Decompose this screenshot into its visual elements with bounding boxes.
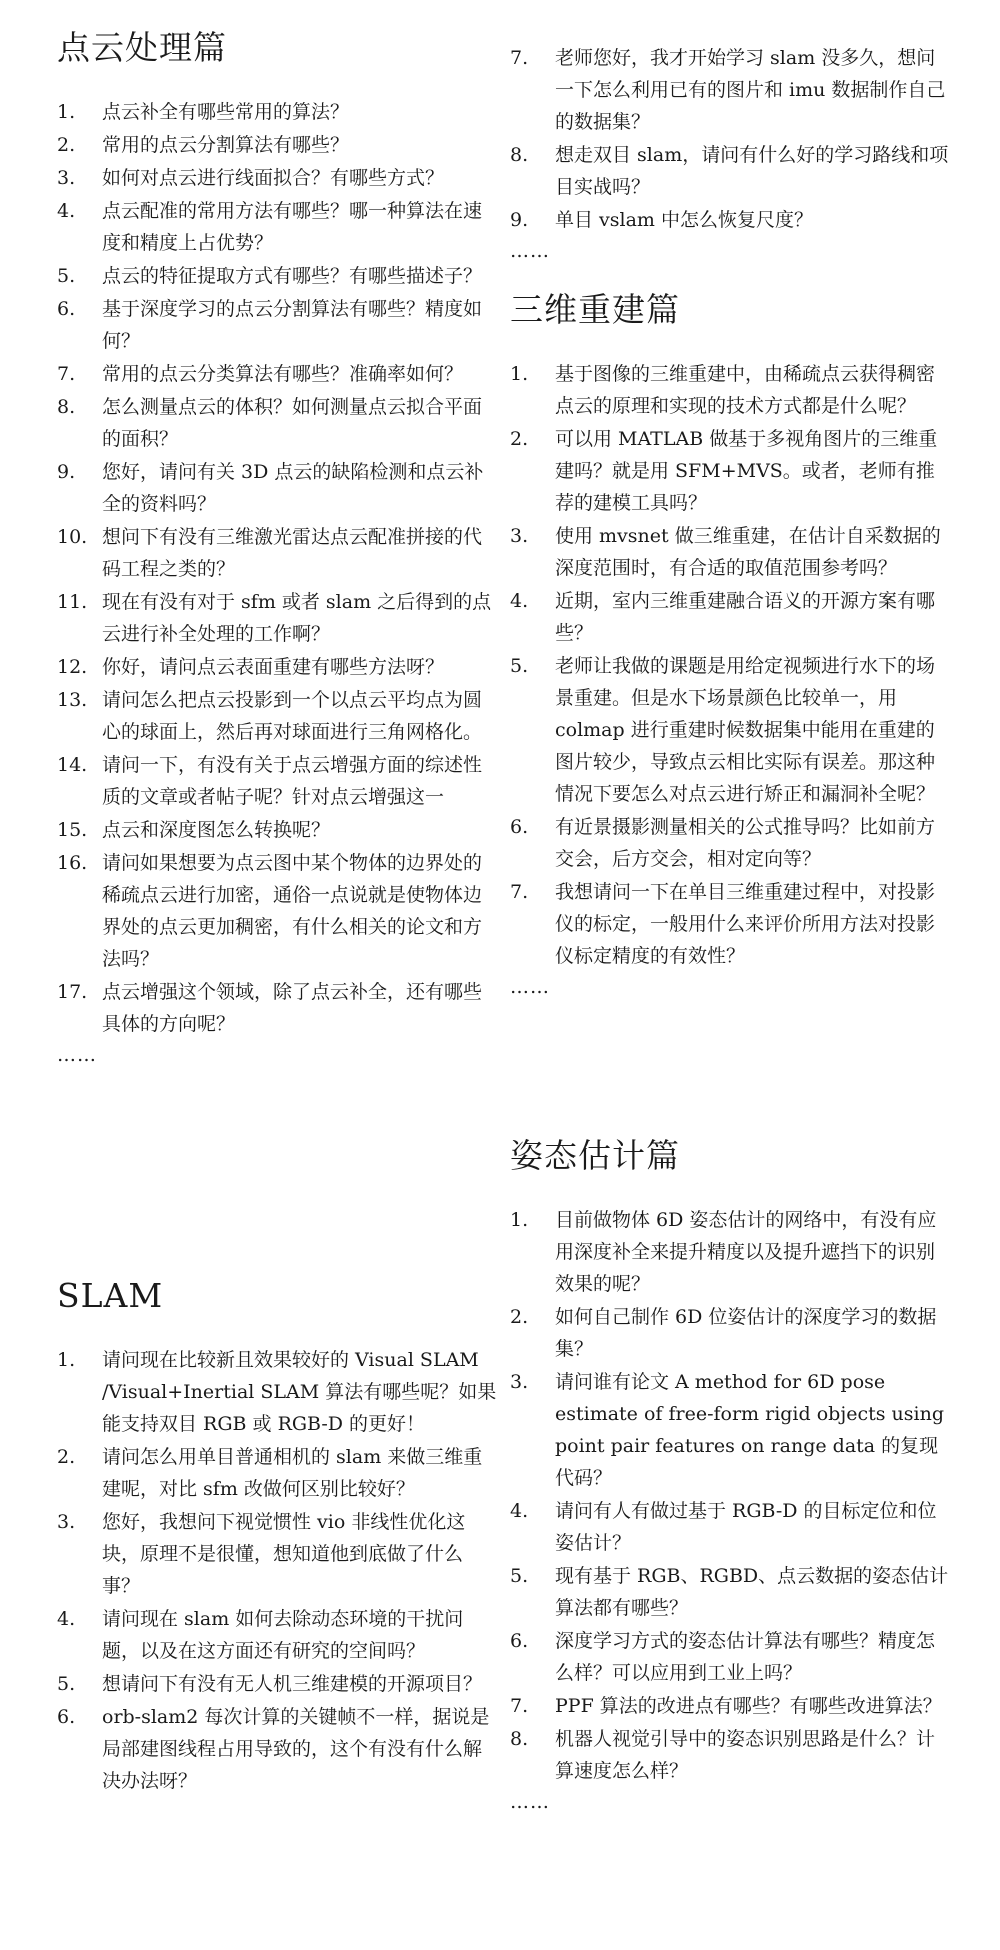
question-number: 7.: [510, 47, 529, 69]
question-item: [510, 520, 950, 584]
ellipsis: ……: [510, 1791, 550, 1813]
question-text: 深度学习方式的姿态估计算法有哪些？精度怎么样？可以应用到工业上吗？: [555, 1630, 936, 1684]
question-text: 基于图像的三维重建中，由稀疏点云获得稠密点云的原理和实现的技术方式都是什么呢？: [555, 363, 936, 417]
question-text: 想问下有没有三维激光雷达点云配准拼接的代码工程之类的？: [102, 526, 483, 580]
question-text: 目前做物体 6D 姿态估计的网络中，有没有应用深度补全来提升精度以及提升遮挡下的识别效果的呢？: [555, 1209, 937, 1295]
question-text: 现在有没有对于 sfm 或者 slam 之后得到的点云进行补全处理的工作啊？: [102, 591, 492, 645]
question-list: [510, 1204, 950, 1787]
section-point-cloud: [57, 28, 497, 1069]
question-text: 基于深度学习的点云分割算法有哪些？精度如何？: [102, 298, 483, 352]
question-text: 点云补全有哪些常用的算法？: [102, 101, 350, 123]
question-number: 2.: [57, 134, 76, 156]
question-number: 3.: [510, 525, 529, 547]
question-item: [57, 129, 497, 161]
section-title: 三维重建篇: [510, 290, 680, 329]
question-item: [57, 1701, 497, 1797]
question-item: [510, 204, 950, 236]
question-text: 单目 vslam 中怎么恢复尺度？: [555, 209, 813, 231]
question-text: 老师您好，我才开始学习 slam 没多久，想问一下怎么利用已有的图片和 imu 数据制作自己的数据集？: [555, 47, 946, 133]
question-number: 7.: [57, 363, 76, 385]
question-number: 5.: [57, 265, 76, 287]
question-item: [57, 976, 497, 1040]
question-number: 1.: [510, 1209, 529, 1231]
question-item: [57, 358, 497, 390]
question-item: [57, 195, 497, 259]
question-number: 3.: [57, 1511, 76, 1533]
question-item: [57, 260, 497, 292]
question-item: [57, 586, 497, 650]
question-number: 5.: [510, 1565, 529, 1587]
question-list: [57, 1344, 497, 1797]
question-text: 怎么测量点云的体积？如何测量点云拟合平面的面积？: [102, 396, 483, 450]
question-text: 请问一下，有没有关于点云增强方面的综述性质的文章或者帖子呢？针对点云增强这一: [102, 754, 483, 808]
question-number: 1.: [57, 101, 76, 123]
question-number: 7.: [510, 881, 529, 903]
question-number: 4.: [57, 200, 76, 222]
question-item: [510, 1690, 950, 1722]
question-number: 2.: [510, 428, 529, 450]
question-number: 16.: [57, 852, 88, 874]
question-number: 15.: [57, 819, 88, 841]
question-text: 机器人视觉引导中的姿态识别思路是什么？计算速度怎么样？: [555, 1728, 936, 1782]
question-text: 使用 mvsnet 做三维重建，在估计自采数据的深度范围时，有合适的取值范围参考吗？: [555, 525, 941, 579]
question-item: [510, 1204, 950, 1300]
question-item: [57, 391, 497, 455]
question-number: 9.: [57, 461, 76, 483]
question-text: 如何对点云进行线面拟合？有哪些方式？: [102, 167, 445, 189]
question-number: 6.: [510, 816, 529, 838]
question-item: [510, 1625, 950, 1689]
question-text: 现有基于 RGB、RGBD、点云数据的姿态估计算法都有哪些？: [555, 1565, 949, 1619]
question-item: [510, 42, 950, 138]
question-text: 可以用 MATLAB 做基于多视角图片的三维重建吗？就是用 SFM+MVS。或者，老师有推荐的建模工具吗？: [555, 428, 938, 514]
question-text: 请问谁有论文 A method for 6D pose estimate of free-form rigid objects using point pair features on range data 的复现代码？: [555, 1371, 944, 1489]
question-text: PPF 算法的改进点有哪些？有哪些改进算法？: [555, 1695, 942, 1717]
question-item: [57, 651, 497, 683]
question-number: 4.: [510, 590, 529, 612]
question-number: 11.: [57, 591, 88, 613]
question-item: [57, 1441, 497, 1505]
question-number: 9.: [510, 209, 529, 231]
question-text: 你好，请问点云表面重建有哪些方法呀？: [102, 656, 445, 678]
question-item: [57, 96, 497, 128]
section-title: 点云处理篇: [57, 28, 227, 67]
question-number: 3.: [57, 167, 76, 189]
question-text: 老师让我做的课题是用给定视频进行水下的场景重建。但是水下场景颜色比较单一，用 colmap 进行重建时候数据集中能用在重建的图片较少，导致点云相比实际有误差。那这种情况下要怎么对点云进行矫正和漏洞补全呢？: [555, 655, 936, 805]
question-number: 3.: [510, 1371, 529, 1393]
ellipsis: ……: [510, 240, 550, 262]
question-text: 想走双目 slam，请问有什么好的学习路线和项目实战吗？: [555, 144, 949, 198]
question-item: [510, 358, 950, 422]
question-number: 2.: [510, 1306, 529, 1328]
question-number: 4.: [510, 1500, 529, 1522]
question-number: 4.: [57, 1608, 76, 1630]
question-text: 点云配准的常用方法有哪些？哪一种算法在速度和精度上占优势？: [102, 200, 483, 254]
question-item: [510, 876, 950, 972]
question-item: [510, 650, 950, 810]
question-text: 请问怎么把点云投影到一个以点云平均点为圆心的球面上，然后再对球面进行三角网格化。: [102, 689, 483, 743]
section-pose-estimation: [510, 1136, 950, 1816]
question-item: [57, 684, 497, 748]
question-text: orb-slam2 每次计算的关键帧不一样，据说是局部建图线程占用导致的，这个有没有什么解决办法呀？: [102, 1706, 490, 1792]
question-number: 7.: [510, 1695, 529, 1717]
question-number: 5.: [510, 655, 529, 677]
section-title: SLAM: [57, 1276, 164, 1315]
question-text: 点云和深度图怎么转换呢？: [102, 819, 331, 841]
question-item: [57, 1668, 497, 1700]
question-number: 10.: [57, 526, 88, 548]
question-text: 点云的特征提取方式有哪些？有哪些描述子？: [102, 265, 483, 287]
question-text: 如何自己制作 6D 位姿估计的深度学习的数据集？: [555, 1306, 937, 1360]
question-number: 8.: [57, 396, 76, 418]
question-item: [57, 521, 497, 585]
question-number: 1.: [57, 1349, 76, 1371]
ellipsis: ……: [57, 1044, 97, 1066]
section-3d-reconstruction: [510, 290, 950, 1001]
question-text: 有近景摄影测量相关的公式推导吗？比如前方交会，后方交会，相对定向等？: [555, 816, 936, 870]
question-number: 14.: [57, 754, 88, 776]
question-number: 8.: [510, 1728, 529, 1750]
question-item: [57, 1603, 497, 1667]
question-number: 8.: [510, 144, 529, 166]
question-item: [57, 456, 497, 520]
question-text: 请问现在 slam 如何去除动态环境的干扰问题，以及在这方面还有研究的空间吗？: [102, 1608, 464, 1662]
section-slam: [57, 1276, 497, 1798]
question-number: 6.: [57, 1706, 76, 1728]
question-item: [510, 423, 950, 519]
question-number: 1.: [510, 363, 529, 385]
question-text: 点云增强这个领域，除了点云补全，还有哪些具体的方向呢？: [102, 981, 483, 1035]
question-list: [510, 358, 950, 972]
question-text: 请问有人有做过基于 RGB-D 的目标定位和位姿估计？: [555, 1500, 937, 1554]
ellipsis: ……: [510, 976, 550, 998]
question-text: 常用的点云分类算法有哪些？准确率如何？: [102, 363, 464, 385]
question-list: [510, 42, 950, 236]
question-item: [510, 811, 950, 875]
question-number: 6.: [57, 298, 76, 320]
question-item: [510, 1723, 950, 1787]
question-text: 请问如果想要为点云图中某个物体的边界处的稀疏点云进行加密，通俗一点说就是使物体边界处的点云更加稠密，有什么相关的论文和方法吗？: [102, 852, 483, 970]
question-text: 请问现在比较新且效果较好的 Visual SLAM /Visual+Inertial SLAM 算法有哪些呢？如果能支持双目 RGB 或 RGB-D 的更好！: [102, 1349, 497, 1435]
question-number: 17.: [57, 981, 88, 1003]
question-item: [510, 1301, 950, 1365]
question-item: [510, 1495, 950, 1559]
question-number: 2.: [57, 1446, 76, 1468]
question-number: 13.: [57, 689, 88, 711]
section-title: 姿态估计篇: [510, 1136, 680, 1175]
question-item: [510, 1560, 950, 1624]
question-text: 常用的点云分割算法有哪些？: [102, 134, 350, 156]
question-text: 我想请问一下在单目三维重建过程中，对投影仪的标定，一般用什么来评价所用方法对投影仪标定精度的有效性？: [555, 881, 936, 967]
question-number: 5.: [57, 1673, 76, 1695]
question-item: [57, 162, 497, 194]
section-slam-continued: [510, 42, 950, 265]
question-item: [57, 1506, 497, 1602]
question-item: [57, 749, 497, 813]
question-item: [57, 293, 497, 357]
question-item: [510, 585, 950, 649]
question-number: 12.: [57, 656, 88, 678]
question-text: 近期，室内三维重建融合语义的开源方案有哪些？: [555, 590, 936, 644]
question-item: [57, 814, 497, 846]
question-text: 想请问下有没有无人机三维建模的开源项目？: [102, 1673, 483, 1695]
question-text: 请问怎么用单目普通相机的 slam 来做三维重建呢，对比 sfm 改做何区别比较好？: [102, 1446, 483, 1500]
question-item: [510, 1366, 950, 1494]
question-number: 6.: [510, 1630, 529, 1652]
question-item: [57, 1344, 497, 1440]
question-text: 您好，我想问下视觉惯性 vio 非线性优化这块，原理不是很懂，想知道他到底做了什么事？: [102, 1511, 466, 1597]
question-item: [510, 139, 950, 203]
question-item: [57, 847, 497, 975]
question-text: 您好，请问有关 3D 点云的缺陷检测和点云补全的资料吗？: [102, 461, 484, 515]
question-list: [57, 96, 497, 1040]
